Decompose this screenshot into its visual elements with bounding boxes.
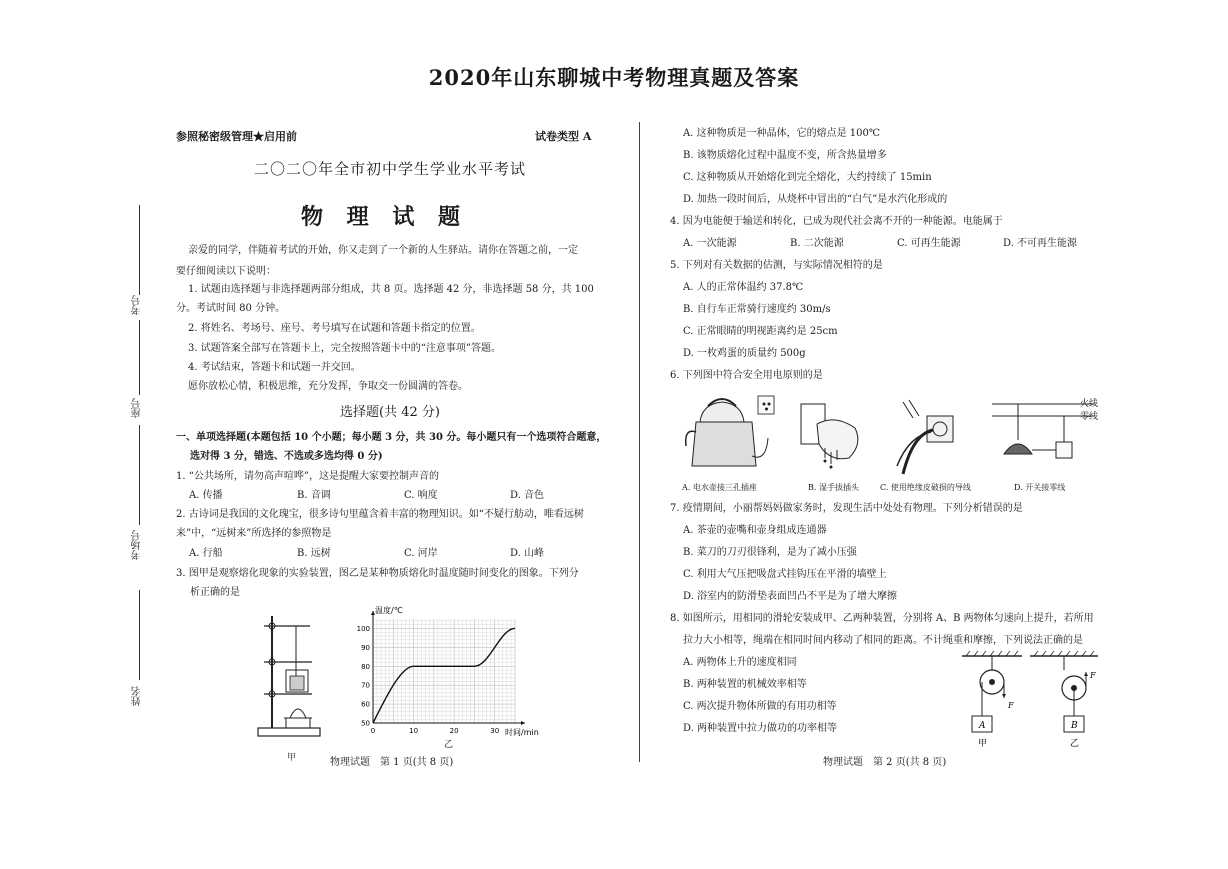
q4-option-d: D. 不可再生能源 [1003,238,1078,249]
kettle-figure [682,392,782,478]
force-label-yi: F [1090,671,1096,680]
q8-option-b: B. 两种装置的机械效率相等 [683,679,807,690]
side-line-1 [139,205,140,295]
intro-line-1: 亲爱的同学，伴随着考试的开始，你又走到了一个新的人生驿站。请你在答题之前，一定 [188,245,578,256]
figure-label-jia: 甲 [287,753,297,763]
question-5: 5. 下列对有关数据的估测，与实际情况相符的是 [670,260,883,271]
live-wire-label: 火线 [1080,399,1099,409]
q4-option-a: A. 一次能源 [683,238,737,249]
q7-option-b: B. 菜刀的刀刃很锋利，是为了减小压强 [683,547,857,558]
section-heading: 选择题(共 42 分) [340,405,440,420]
question-2b: 来”中，“远树来”所选择的参照物是 [176,528,332,539]
q1-option-c: C. 响度 [404,490,438,501]
question-3b: 析正确的是 [190,587,240,598]
y-tick-label: 60 [361,700,370,709]
q6-caption-c: C. 使用绝缘皮破损的导线 [880,483,971,492]
q2-option-c: C. 河岸 [404,548,438,559]
q5-option-a: A. 人的正常体温约 37.8℃ [683,282,804,293]
y-tick-label: 80 [361,662,370,671]
side-line-4 [139,590,140,680]
wish-text: 愿你放松心情，积极思维，充分发挥，争取交一份圆满的答卷。 [188,381,468,392]
damaged-wire-figure [893,396,973,478]
rule-2: 2. 将姓名、考场号、座号、考号填写在试题和答题卡指定的位置。 [188,323,481,334]
side-label-name: 姓名 [132,686,143,706]
x-tick-label: 0 [370,727,376,735]
q7-option-c: C. 利用大气压把吸盘式挂钩压在平滑的墙壁上 [683,569,887,580]
q3-option-c: C. 这种物质从开始熔化到完全熔化，大约持续了 15min [683,172,932,183]
chart-ticks [357,625,500,735]
force-label-jia: F [1008,701,1014,710]
side-label-seat: 座号 [132,398,143,418]
pulley-figure [958,650,1104,748]
q4-option-b: B. 二次能源 [790,238,844,249]
q7-option-a: A. 茶壶的壶嘴和壶身组成连通器 [683,525,827,536]
q8-option-d: D. 两种装置中拉力做功的功率相等 [683,723,838,734]
page-divider [639,122,640,762]
document-title: 2020年山东聊城中考物理真题及答案 [428,65,800,90]
part-1b: 选对得 3 分，错选、不选或多选均得 0 分) [190,451,383,462]
chart-grid [373,619,515,723]
q5-option-b: B. 自行车正常骑行速度约 30m/s [683,304,831,315]
y-tick-label: 70 [361,681,370,690]
chart-y-axis-label: 温度/℃ [375,606,403,615]
q6-caption-d: D. 开关接零线 [1014,483,1066,492]
q6-caption-b: B. 湿手拔插头 [808,483,859,492]
q8-option-c: C. 两次提升物体所做的有用功相等 [683,701,837,712]
q6-caption-a: A. 电水壶接三孔插座 [682,483,757,492]
side-label-room: 考场号 [132,530,143,560]
x-tick-label: 20 [449,727,459,735]
y-tick-label: 100 [356,624,370,633]
chart-x-axis-label: 时间/min [505,728,539,737]
q8-option-a: A. 两物体上升的速度相同 [683,657,797,668]
q2-option-b: B. 远树 [297,548,331,559]
pulley-block-a: A [979,721,986,731]
wet-hand-plug-figure [795,398,875,478]
part-1a: 一、单项选择题(本题包括 10 个小题；每小题 3 分，共 30 分。每小题只有一个选项符合题意， [176,432,607,443]
neutral-wire-label: 零线 [1080,412,1099,422]
question-3a: 3. 图甲是观察熔化现象的实验装置，图乙是某种物质熔化时温度随时间变化的图象。下列分 [176,568,579,579]
paper-type-label: 试卷类型 A [535,130,592,143]
melting-apparatus-figure [250,610,330,750]
question-7: 7. 疫情期间，小丽帮妈妈做家务时，发现生活中处处有物理。下列分析错误的是 [670,503,1023,514]
q1-option-d: D. 音色 [510,490,545,501]
side-label-exam-number: 考号 [132,295,143,315]
q5-option-c: C. 正常眼睛的明视距离约是 25cm [683,326,838,337]
q7-option-d: D. 浴室内的防滑垫表面凹凸不平是为了增大摩擦 [683,591,898,602]
x-tick-label: 10 [409,727,419,735]
x-axis-arrow [521,721,525,725]
q2-option-a: A. 行船 [189,548,223,559]
question-6: 6. 下列图中符合安全用电原则的是 [670,370,823,381]
q3-option-d: D. 加热一段时间后，从烧杯中冒出的“白气”是水汽化形成的 [683,194,948,205]
pulley-label-jia: 甲 [978,739,988,748]
q4-option-c: C. 可再生能源 [897,238,961,249]
q1-option-b: B. 音调 [297,490,331,501]
left-page-footer: 物理试题 第 1 页(共 8 页) [330,757,454,768]
pulley-label-yi: 乙 [1070,739,1080,748]
question-8b: 拉力大小相等，绳端在相同时间内移动了相同的距离。不计绳重和摩擦，下列说法正确的是 [683,635,1083,646]
question-8a: 8. 如图所示，用相同的滑轮安装成甲、乙两种装置，分别将 A、B 两物体匀速向上提升，若所用 [670,613,1094,624]
x-tick-label: 30 [490,727,500,735]
question-1: 1. “公共场所，请勿高声喧哗”，这是提醒大家要控制声音的 [176,471,439,482]
switch-neutral-figure [990,398,1100,478]
q2-option-d: D. 山峰 [510,548,545,559]
q1-option-a: A. 传播 [189,490,223,501]
figure-label-yi: 乙 [444,740,454,750]
exam-name: 二〇二〇年全市初中学生学业水平考试 [254,160,527,178]
q3-option-a: A. 这种物质是一种晶体，它的熔点是 100℃ [683,128,881,139]
question-2a: 2. 古诗词是我国的文化瑰宝，很多诗句里蕴含着丰富的物理知识。如“不疑行舫动，唯看远树 [176,509,584,520]
rule-1b: 分。考试时间 80 分钟。 [176,303,286,314]
rule-4: 4. 考试结束，答题卡和试题一并交回。 [188,362,361,373]
melting-curve-chart [345,603,545,743]
y-tick-label: 50 [361,719,370,728]
right-page-footer: 物理试题 第 2 页(共 8 页) [823,757,947,768]
question-4: 4. 因为电能便于输送和转化，已成为现代社会离不开的一种能源。电能属于 [670,216,1003,227]
q3-option-b: B. 该物质熔化过程中温度不变，所含热量增多 [683,150,887,161]
q5-option-d: D. 一枚鸡蛋的质量约 500g [683,348,806,359]
rule-1a: 1. 试题由选择题与非选择题两部分组成，共 8 页。选择题 42 分，非选择题 58 分，共 100 [188,284,594,295]
intro-line-2: 要仔细阅读以下说明： [176,266,276,277]
subject-title: 物 理 试 题 [301,204,468,230]
confidential-label: 参照秘密级管理★启用前 [176,130,297,143]
pulley-block-b: B [1071,721,1078,731]
side-line-2 [139,320,140,395]
rule-3: 3. 试题答案全部写在答题卡上，完全按照答题卡中的“注意事项”答题。 [188,343,501,354]
series-curve [373,628,515,723]
side-line-3 [139,425,140,525]
y-tick-label: 90 [361,643,370,652]
